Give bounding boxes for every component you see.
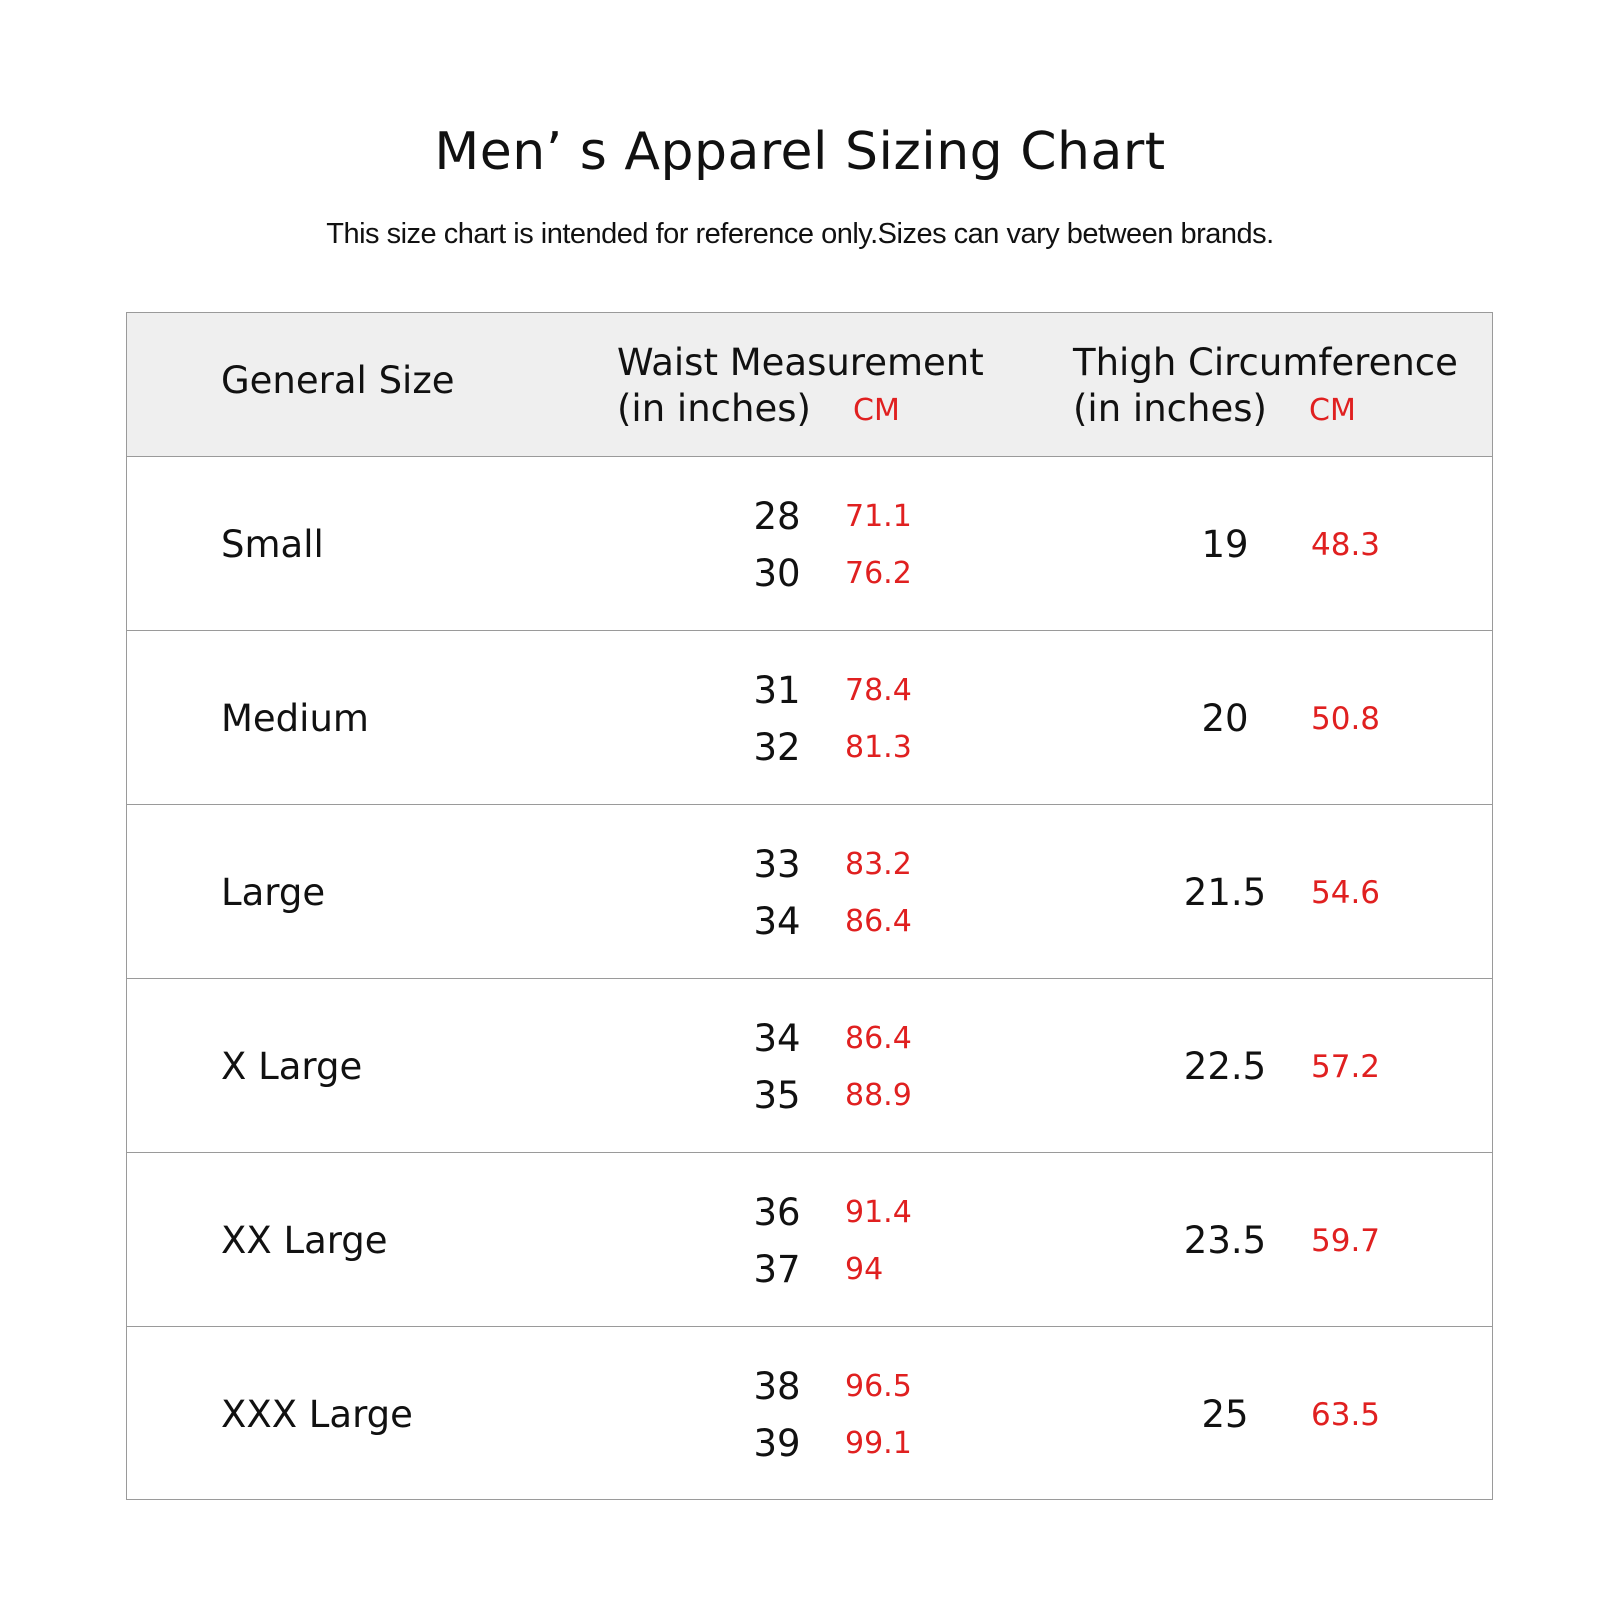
page-subtitle: This size chart is intended for reference only.Sizes can vary between brands. bbox=[326, 218, 1274, 250]
thigh-cm: 48.3 bbox=[1311, 527, 1381, 563]
header-waist-title: Waist Measurement bbox=[617, 341, 984, 384]
table-row bbox=[127, 631, 1492, 805]
header-waist-unit: (in inches) bbox=[617, 387, 811, 430]
thigh-inches: 23.5 bbox=[1183, 1219, 1267, 1262]
size-label: Large bbox=[221, 871, 326, 914]
table-header bbox=[127, 313, 1492, 457]
thigh-cm: 50.8 bbox=[1311, 701, 1381, 737]
waist-cm-max: 76.2 bbox=[845, 556, 912, 591]
waist-inches-min: 31 bbox=[753, 669, 801, 712]
waist-inches-min: 38 bbox=[753, 1365, 801, 1408]
header-waist-cm: CM bbox=[853, 393, 900, 428]
waist-inches-min: 34 bbox=[753, 1017, 801, 1060]
header-thigh-cm: CM bbox=[1309, 393, 1356, 428]
waist-cm-max: 99.1 bbox=[845, 1426, 912, 1461]
table-row bbox=[127, 1327, 1492, 1499]
thigh-inches: 25 bbox=[1201, 1393, 1249, 1436]
waist-cm-max: 81.3 bbox=[845, 730, 912, 765]
header-thigh bbox=[1073, 341, 1458, 431]
size-label: XX Large bbox=[221, 1219, 388, 1262]
size-label: XXX Large bbox=[221, 1393, 413, 1436]
header-general-size: General Size bbox=[221, 359, 455, 402]
table-row bbox=[127, 457, 1492, 631]
waist-inches-max: 34 bbox=[753, 900, 801, 943]
header-thigh-title: Thigh Circumference bbox=[1073, 341, 1458, 384]
waist-cm-min: 83.2 bbox=[845, 847, 912, 882]
size-label: Small bbox=[221, 523, 324, 566]
thigh-inches: 21.5 bbox=[1183, 871, 1267, 914]
thigh-inches: 20 bbox=[1201, 697, 1249, 740]
waist-inches-max: 30 bbox=[753, 552, 801, 595]
thigh-cm: 63.5 bbox=[1311, 1397, 1381, 1433]
table-row bbox=[127, 979, 1492, 1153]
waist-cm-max: 94 bbox=[845, 1252, 884, 1287]
waist-inches-min: 36 bbox=[753, 1191, 801, 1234]
sizing-table bbox=[126, 312, 1493, 1500]
waist-cm-min: 86.4 bbox=[845, 1021, 912, 1056]
size-label: X Large bbox=[221, 1045, 363, 1088]
thigh-cm: 57.2 bbox=[1311, 1049, 1381, 1085]
waist-cm-min: 96.5 bbox=[845, 1369, 912, 1404]
page-title: Men’ s Apparel Sizing Chart bbox=[434, 122, 1166, 182]
header-waist bbox=[617, 341, 984, 431]
waist-inches-max: 39 bbox=[753, 1422, 801, 1465]
waist-inches-min: 33 bbox=[753, 843, 801, 886]
thigh-inches: 22.5 bbox=[1183, 1045, 1267, 1088]
waist-cm-min: 71.1 bbox=[845, 499, 912, 534]
waist-cm-max: 86.4 bbox=[845, 904, 912, 939]
waist-cm-min: 91.4 bbox=[845, 1195, 912, 1230]
waist-inches-max: 37 bbox=[753, 1248, 801, 1291]
waist-inches-max: 35 bbox=[753, 1074, 801, 1117]
thigh-cm: 54.6 bbox=[1311, 875, 1381, 911]
table-row bbox=[127, 1153, 1492, 1327]
thigh-inches: 19 bbox=[1201, 523, 1249, 566]
thigh-cm: 59.7 bbox=[1311, 1223, 1381, 1259]
header-thigh-unit: (in inches) bbox=[1073, 387, 1267, 430]
waist-inches-min: 28 bbox=[753, 495, 801, 538]
waist-cm-max: 88.9 bbox=[845, 1078, 912, 1113]
waist-inches-max: 32 bbox=[753, 726, 801, 769]
waist-cm-min: 78.4 bbox=[845, 673, 912, 708]
size-label: Medium bbox=[221, 697, 369, 740]
table-row bbox=[127, 805, 1492, 979]
